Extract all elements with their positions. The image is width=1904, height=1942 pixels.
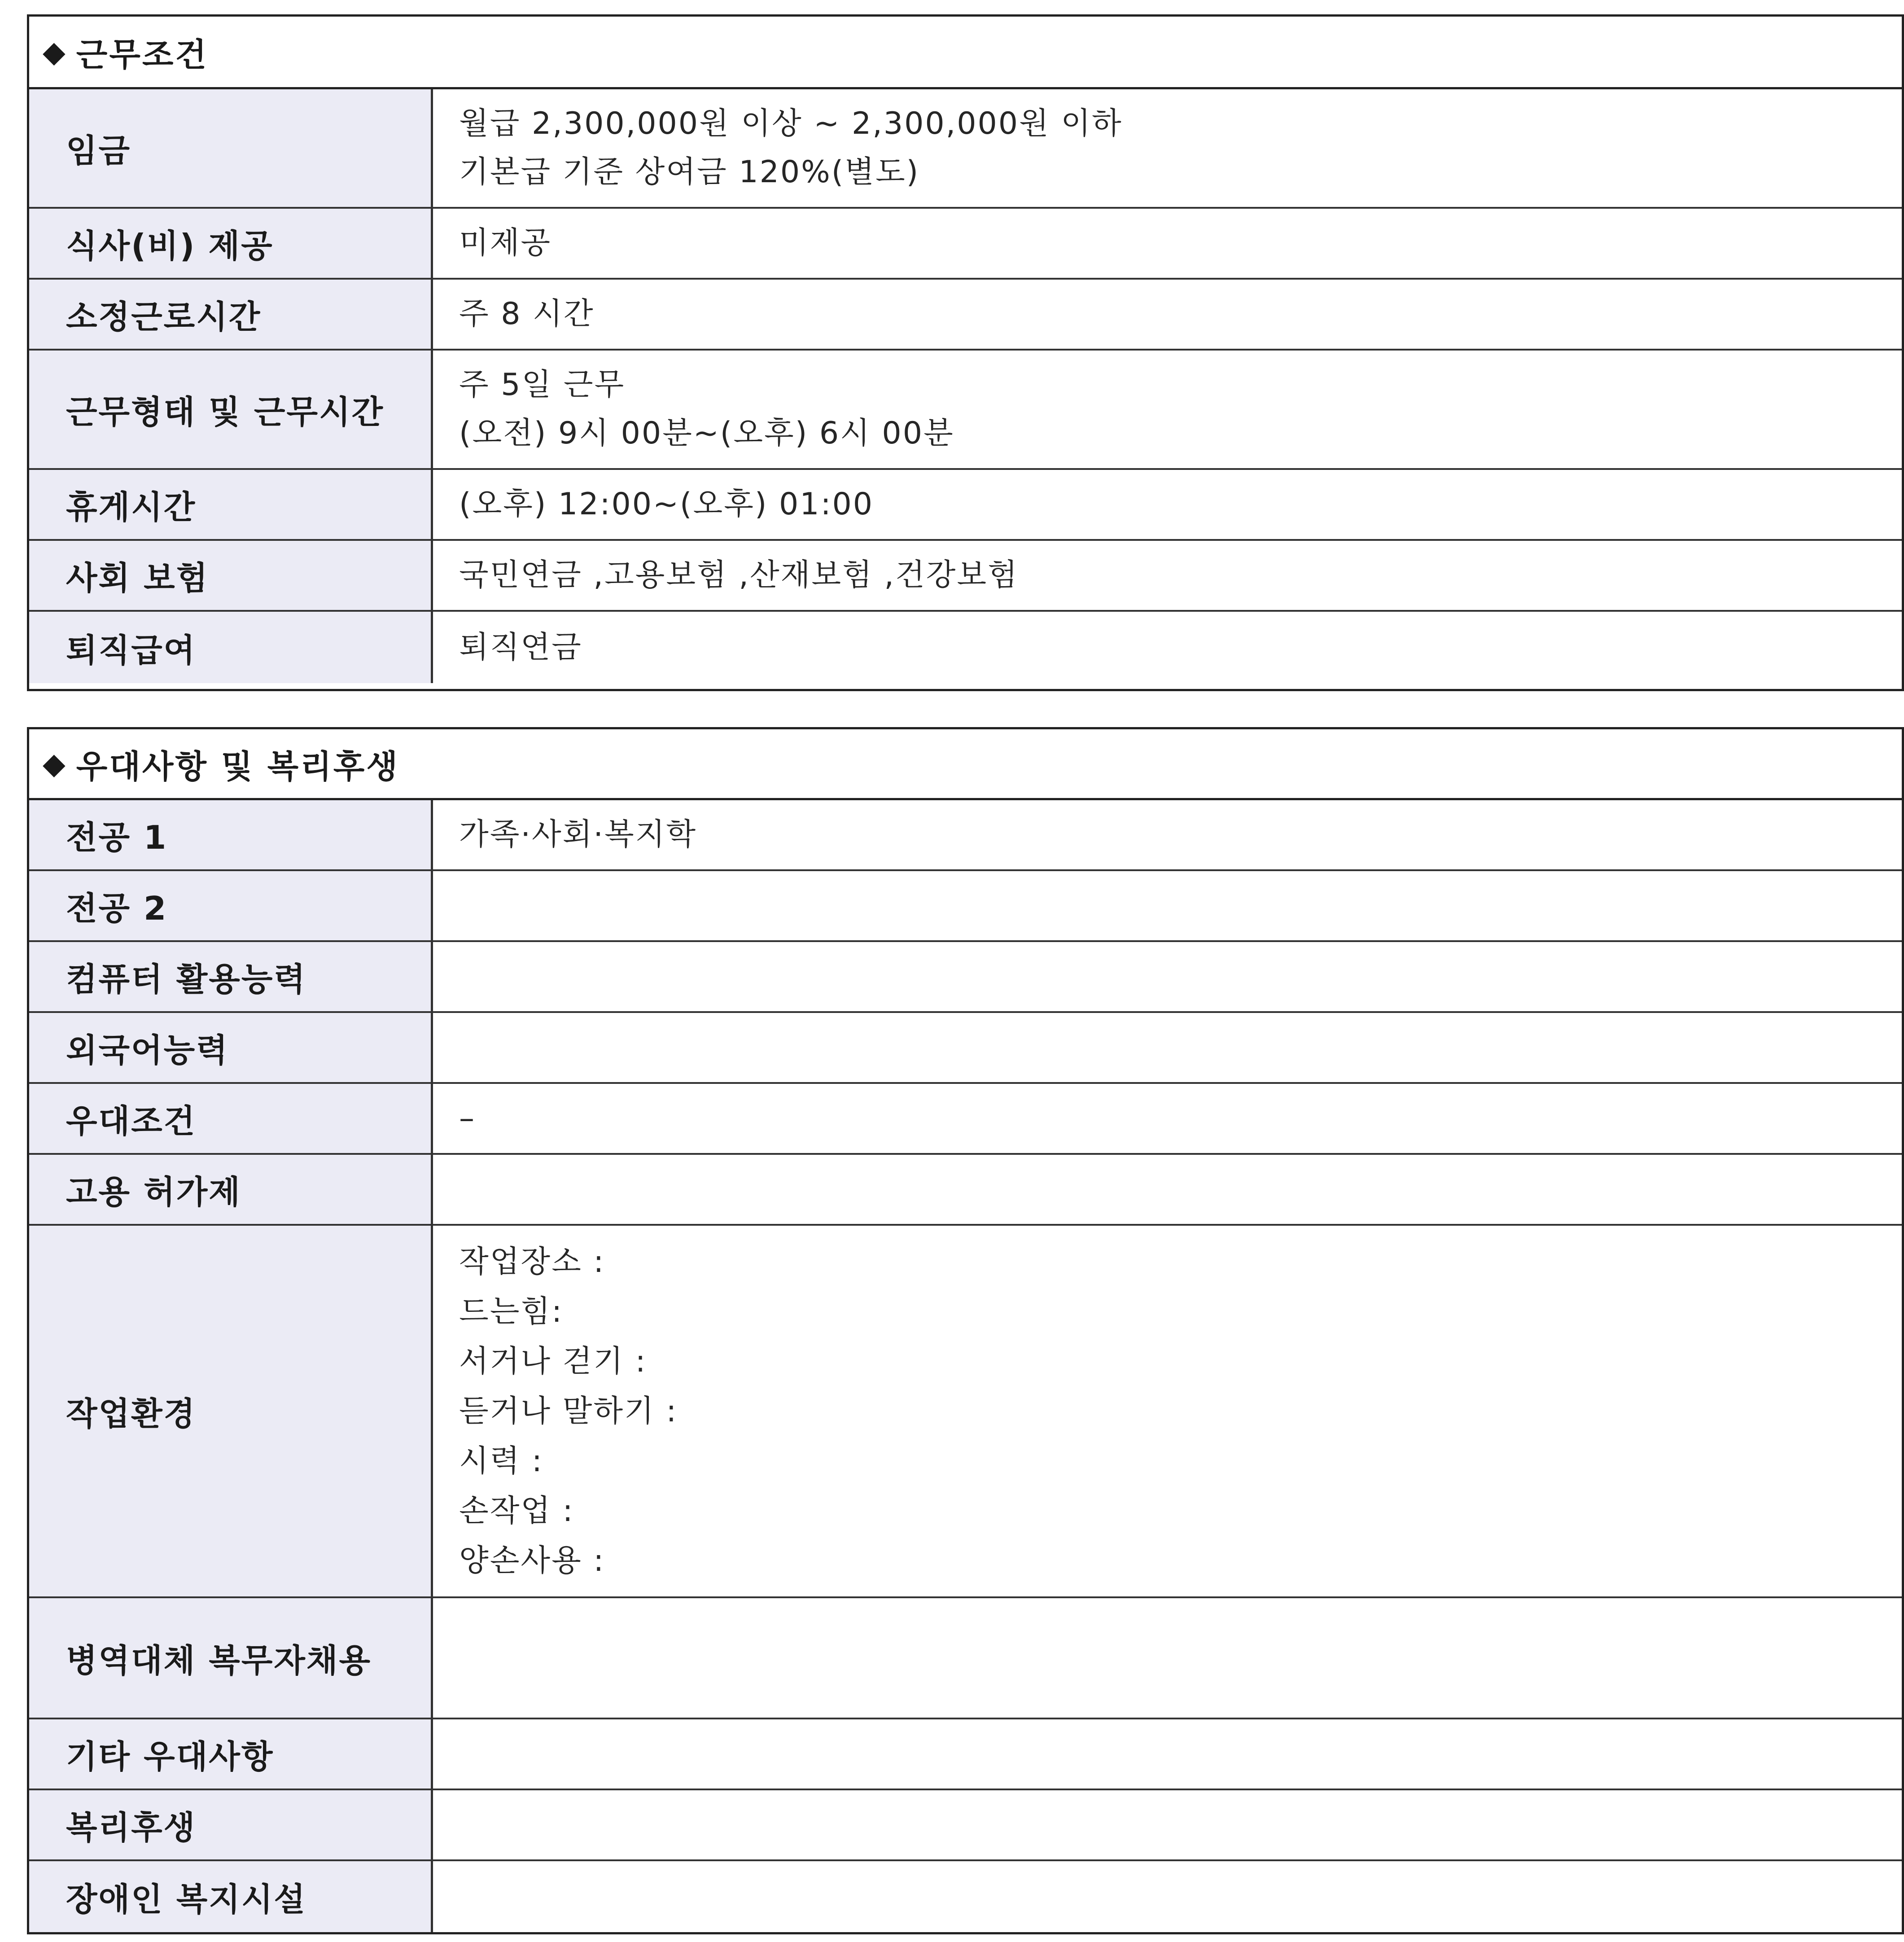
benefits-title: 우대사항 및 복리후생 [76, 747, 399, 785]
benefits-value-line: 드는힘: [459, 1293, 563, 1329]
benefits-row-label: 기타 우대사항 [29, 1719, 433, 1789]
work-conditions-title: 근무조건 [76, 35, 208, 74]
benefits-value-line: – [459, 1100, 476, 1136]
benefits-value-line: 손작업 : [459, 1493, 574, 1529]
work-conditions-row-label: 식사(비) 제공 [29, 209, 433, 278]
benefits-row-value [433, 871, 1902, 940]
work-conditions-row [29, 470, 1902, 541]
benefits-value-line: 양손사용 : [459, 1543, 605, 1578]
work-conditions-row [29, 209, 1902, 280]
benefits-row [29, 1598, 1902, 1719]
benefits-row [29, 1013, 1902, 1084]
benefits-row-value [433, 800, 1902, 869]
work-conditions-section [27, 14, 1904, 691]
benefits-value-line: 서거나 걷기 : [459, 1343, 647, 1379]
benefits-row-label: 전공 1 [29, 800, 433, 869]
diamond-bullet-icon: ◆ [43, 746, 66, 781]
work-conditions-value-line: 국민연금 ,고용보험 ,산재보험 ,건강보험 [459, 557, 1019, 593]
benefits-row-value [433, 1598, 1902, 1718]
benefits-row-value [433, 1084, 1902, 1153]
work-conditions-row-label: 퇴직급여 [29, 612, 433, 683]
work-conditions-row [29, 89, 1902, 209]
work-conditions-row-value [433, 612, 1902, 683]
benefits-row-value [433, 1719, 1902, 1789]
work-conditions-row [29, 541, 1902, 612]
benefits-row [29, 1790, 1902, 1861]
benefits-row [29, 942, 1902, 1013]
work-conditions-value-line: (오후) 12:00~(오후) 01:00 [459, 487, 874, 522]
work-conditions-value-line: 퇴직연금 [459, 629, 582, 665]
benefits-row [29, 1719, 1902, 1790]
work-conditions-row-label: 휴게시간 [29, 470, 433, 539]
work-conditions-header [29, 17, 1902, 89]
benefits-row-label: 우대조건 [29, 1084, 433, 1153]
benefits-row-value [433, 1226, 1902, 1596]
benefits-value-line: 작업장소 : [459, 1244, 605, 1280]
work-conditions-value-line: 기본급 기준 상여금 120%(별도) [459, 154, 920, 190]
work-conditions-row [29, 280, 1902, 351]
work-conditions-value-line: 미제공 [459, 225, 552, 261]
benefits-row-value [433, 1861, 1902, 1932]
diamond-bullet-icon: ◆ [43, 34, 66, 69]
benefits-row [29, 1084, 1902, 1155]
work-conditions-row-value [433, 470, 1902, 539]
work-conditions-row-value [433, 89, 1902, 207]
work-conditions-value-line: 주 5일 근무 [459, 367, 626, 403]
benefits-value-line: 가족·사회·복지학 [459, 817, 697, 852]
benefits-row-label: 고용 허가제 [29, 1155, 433, 1224]
work-conditions-row-label: 소정근로시간 [29, 280, 433, 349]
benefits-row [29, 1155, 1902, 1226]
work-conditions-row-label: 근무형태 및 근무시간 [29, 351, 433, 468]
benefits-row [29, 800, 1902, 871]
work-conditions-row-value [433, 351, 1902, 468]
benefits-row-value [433, 1013, 1902, 1082]
work-conditions-value-line: (오전) 9시 00분~(오후) 6시 00분 [459, 416, 954, 451]
work-conditions-row-label: 사회 보험 [29, 541, 433, 610]
benefits-row-label: 장애인 복지시설 [29, 1861, 433, 1932]
benefits-header [29, 729, 1902, 800]
benefits-row-label: 작업환경 [29, 1226, 433, 1596]
benefits-row-value [433, 1790, 1902, 1859]
work-conditions-value-line: 월급 2,300,000원 이상 ~ 2,300,000원 이하 [459, 106, 1123, 141]
benefits-row-label: 컴퓨터 활용능력 [29, 942, 433, 1011]
work-conditions-row-value [433, 209, 1902, 278]
benefits-row-value [433, 1155, 1902, 1224]
benefits-row-value [433, 942, 1902, 1011]
benefits-row [29, 871, 1902, 942]
work-conditions-value-line: 주 8 시간 [459, 296, 595, 332]
benefits-row-label: 병역대체 복무자채용 [29, 1598, 433, 1718]
benefits-row-label: 외국어능력 [29, 1013, 433, 1082]
benefits-section [27, 727, 1904, 1934]
work-conditions-row [29, 612, 1902, 683]
benefits-row-label: 전공 2 [29, 871, 433, 940]
benefits-row-label: 복리후생 [29, 1790, 433, 1859]
benefits-row [29, 1861, 1902, 1932]
benefits-value-line: 시력 : [459, 1443, 543, 1479]
work-conditions-row [29, 351, 1902, 470]
work-conditions-row-value [433, 541, 1902, 610]
benefits-value-line: 듣거나 말하기 : [459, 1393, 678, 1429]
work-conditions-row-value [433, 280, 1902, 349]
benefits-row [29, 1226, 1902, 1598]
work-conditions-row-label: 임금 [29, 89, 433, 207]
